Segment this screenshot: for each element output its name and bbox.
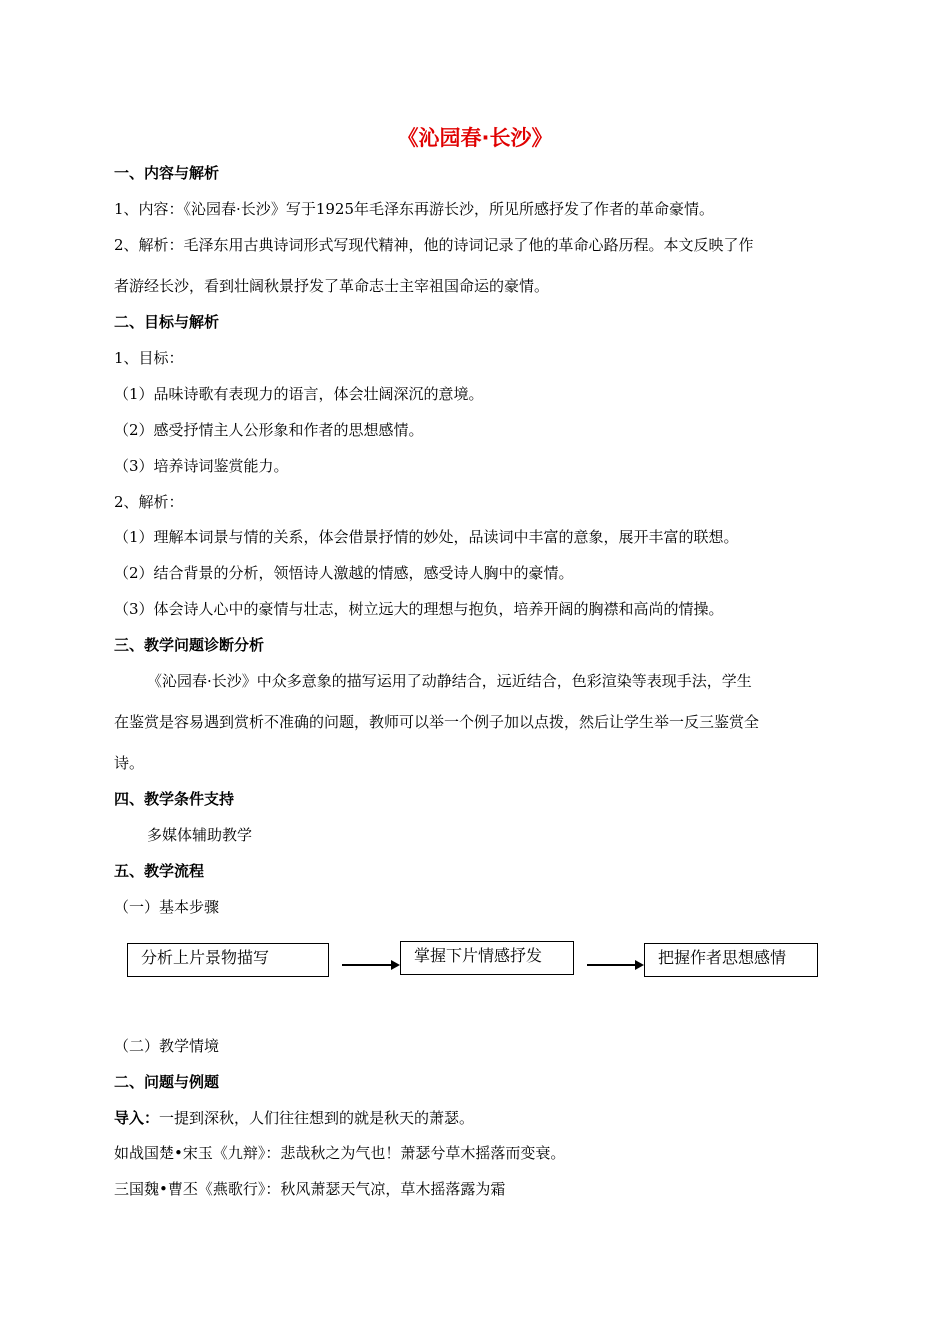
- flow-arrow-2: [587, 958, 644, 972]
- analysis-paragraph-line1: 2、解析：毛泽东用古典诗词形式写现代精神，他的诗词记录了他的革命心路历程。本文反映了作: [114, 236, 754, 254]
- analysis-item: （2）结合背景的分析，领悟诗人激越的情感，感受诗人胸中的豪情。: [114, 564, 574, 582]
- diagnosis-paragraph-line1: 《沁园春·长沙》中众多意象的描写运用了动静结合，远近结合，色彩渲染等表现手法，学生: [147, 672, 752, 690]
- section-heading-content: 一、内容与解析: [114, 164, 220, 182]
- example-quote: 如战国楚•宋玉《九辩》：悲哉秋之为气也！萧瑟兮草木摇落而变衰。: [114, 1144, 566, 1162]
- flow-step-2: 掌握下片情感抒发: [400, 941, 574, 975]
- goal-item: （1）品味诗歌有表现力的语言，体会壮阔深沉的意境。: [114, 385, 484, 403]
- section-heading-process: 五、教学流程: [114, 862, 205, 880]
- subsection-basic-steps: （一）基本步骤: [114, 898, 220, 916]
- section-heading-conditions: 四、教学条件支持: [114, 790, 235, 808]
- analysis-paragraph-line2: 者游经长沙，看到壮阔秋景抒发了革命志士主宰祖国命运的豪情。: [114, 277, 550, 295]
- page-title: 《沁园春·长沙》: [397, 126, 553, 150]
- intro-label: 导入：: [114, 1109, 160, 1127]
- intro-text: 一提到深秋，人们往往想到的就是秋天的萧瑟。: [159, 1109, 475, 1127]
- goal-item: （3）培养诗词鉴赏能力。: [114, 457, 289, 475]
- example-quote: 三国魏•曹丕《燕歌行》：秋风萧瑟天气凉，草木摇落露为霜: [114, 1180, 506, 1198]
- subsection-teaching-context: （二）教学情境: [114, 1037, 220, 1055]
- analysis-item: （3）体会诗人心中的豪情与壮志，树立远大的理想与抱负，培养开阔的胸襟和高尚的情操。: [114, 600, 724, 618]
- content-paragraph: 1、内容：《沁园春·长沙》写于1925年毛泽东再游长沙，所见所感抒发了作者的革命豪情。: [114, 200, 714, 218]
- flow-step-3: 把握作者思想感情: [644, 943, 818, 977]
- analysis-label: 2、解析：: [114, 493, 184, 511]
- section-heading-questions: 二、问题与例题: [114, 1073, 220, 1091]
- section-heading-diagnosis: 三、教学问题诊断分析: [114, 636, 265, 654]
- goal-label: 1、目标：: [114, 349, 184, 367]
- diagnosis-paragraph-line2: 在鉴赏是容易遇到赏析不准确的问题，教师可以举一个例子加以点拨，然后让学生举一反三鉴赏全: [114, 713, 760, 731]
- conditions-text: 多媒体辅助教学: [147, 826, 253, 844]
- goal-item: （2）感受抒情主人公形象和作者的思想感情。: [114, 421, 424, 439]
- section-heading-goals: 二、目标与解析: [114, 313, 220, 331]
- intro-paragraph: [114, 1108, 474, 1128]
- flow-step-1: 分析上片景物描写: [127, 943, 329, 977]
- flow-arrow-1: [342, 958, 400, 972]
- diagnosis-paragraph-line3: 诗。: [114, 754, 145, 772]
- analysis-item: （1）理解本词景与情的关系，体会借景抒情的妙处，品读词中丰富的意象，展开丰富的联想。: [114, 528, 739, 546]
